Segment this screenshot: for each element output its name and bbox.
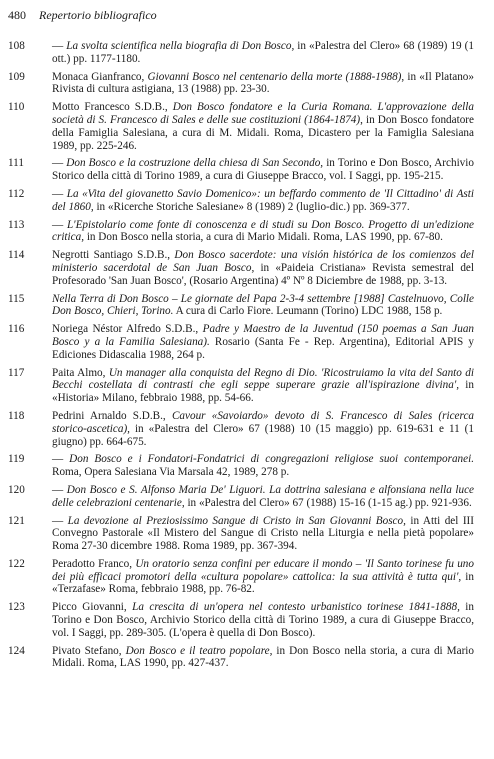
entry-number: 112	[8, 187, 25, 200]
entry-author: —	[52, 453, 64, 466]
bibliography-entry	[8, 645, 474, 671]
entry-title: La crescita di un'opera nel contesto urbanistico torinese 1841-1888,	[132, 601, 460, 614]
entry-author: Peradotto Franco,	[52, 557, 133, 570]
entry-number: 121	[8, 514, 25, 527]
bibliography-entry	[8, 71, 474, 97]
bibliography-entry	[8, 101, 474, 152]
entry-publication: in «Palestra del Clero» 67 (1988) 15-16 (1-15 ag.) pp. 921-936.	[184, 496, 472, 509]
entry-title: La «Vita del giovanetto Savio Domenico»: un beffardo commento de 'Il Cittadino' di Asti del 1860,	[52, 187, 474, 213]
entry-author: —	[52, 218, 64, 231]
entry-title: La devozione al Preziosissimo Sangue di Cristo in San Giovanni Bosco,	[67, 514, 406, 527]
entry-publication: in Torino e Don Bosco, Archivio Storico della città di Torino 1989, a cura di Giuseppe Bracco, vol. I Saggi, pp. 195-215.	[52, 157, 474, 183]
entry-number: 119	[8, 453, 25, 466]
entry-number: 118	[8, 409, 25, 422]
page-number: 480	[8, 8, 26, 22]
entry-title: Don Bosco e il teatro popolare,	[125, 644, 273, 657]
running-title: Repertorio bibliografico	[39, 8, 157, 22]
bibliography-entry	[8, 323, 474, 361]
entry-title: Don Bosco sacerdote: una visión histórica de los comienzos del ministerio sacerdotal de San Juan Bosco,	[52, 249, 475, 274]
entry-publication: in Atti del III Convegno Pastorale «Il Mistero del Sangue di Cristo nella Liturgia e nella pietà popolare» Roma 27-30 dicembre 1988. Roma 1989, pp. 367-394.	[52, 514, 474, 553]
entry-number: 117	[8, 366, 25, 379]
entry-publication: , in Don Bosco fondatore della Famiglia Salesiana, a cura di M. Midali. Roma, Dicastero per la Famiglia Salesiana 1989, pp. 225-246.	[52, 113, 474, 152]
entry-title: Nella Terra di Don Bosco – Le giornate del Papa 2-3-4 settembre [1988] Castelnuovo, Colle Don Bosco, Chieri, Torino.	[52, 292, 474, 318]
entry-title: Don Bosco fondatore e la Curia Romana. L'approvazione della società di S. Francesco di Sales e delle sue costituzioni (1864-1874)	[52, 101, 474, 126]
entry-author: —	[52, 157, 64, 170]
bibliography-entry	[8, 219, 474, 245]
bibliography-entry	[8, 601, 474, 639]
bibliography-entry	[8, 188, 474, 214]
entry-author: Monaca Gianfranco,	[52, 70, 145, 83]
bibliography-entry	[8, 484, 474, 510]
bibliography-entry	[8, 453, 474, 479]
bibliography-entry	[8, 410, 474, 448]
bibliography-list	[8, 40, 474, 675]
entry-author: Pedrini Arnaldo S.D.B.,	[52, 409, 166, 422]
entry-title: Don Bosco e S. Alfonso Maria De' Liguori. La dottrina salesiana e alfonsiana nella luce delle celebrazioni centenarie,	[52, 483, 474, 509]
bibliography-entry	[8, 157, 474, 183]
entry-title: Un oratorio senza confini per educare il mondo – 'Il Santo torinese fu uno dei più efficaci promotori della «cultura popolare» cattolica: la sua attività è tutta qui',	[52, 557, 474, 583]
entry-publication: in Torino e Don Bosco, Archivio Storico della città di Torino 1989, a cura di Giuseppe Bracco, vol. I Saggi, pp. 289-305. (L'opera è quella di Don Bosco).	[52, 601, 474, 639]
entry-author: Pivato Stefano,	[52, 644, 122, 657]
entry-number: 109	[8, 70, 25, 83]
entry-number: 111	[8, 157, 24, 170]
entry-author: Negrotti Santiago S.D.B.,	[52, 249, 171, 262]
bibliography-entry	[8, 249, 474, 287]
bibliography-entry	[8, 515, 474, 553]
entry-author: —	[52, 40, 64, 52]
entry-title: La svolta scientifica nella biografia di Don Bosco,	[66, 40, 295, 52]
entry-author: Noriega Néstor Alfredo S.D.B.,	[52, 323, 199, 336]
entry-publication: in Don Bosco nella storia, a cura di Mario Midali. Roma, LAS 1990, pp. 427-437.	[52, 644, 475, 670]
entry-title: Giovanni Bosco nel centenario della morte (1888-1988)	[147, 70, 402, 83]
entry-publication: in «Terzafase» Roma, febbraio 1988, pp. 76-82.	[52, 570, 475, 596]
entry-number: 122	[8, 557, 25, 570]
entry-title: Cavour «Savoiardo» devoto di S. Francesco di Sales (ricerca storico-ascetica),	[52, 409, 475, 435]
entry-publication: in «Paideia Cristiana» Revista semestral del Profesorado 'San Juan Bosco', (Rosario Argentina) 4º Nº 8 Diciembre de 1988, pp. 3-13.	[52, 261, 474, 287]
entry-number: 110	[8, 101, 25, 114]
bibliography-entry	[8, 367, 474, 405]
entry-author: Picco Giovanni,	[52, 601, 127, 614]
entry-number: 114	[8, 249, 25, 262]
entry-publication: in «Historia» Milano, febbraio 1988, pp. 54-66.	[52, 379, 474, 405]
entry-author: —	[52, 483, 64, 496]
entry-number: 116	[8, 323, 25, 336]
entry-number: 113	[8, 218, 25, 231]
entry-publication: Rosario (Santa Fe - Rep. Argentina), Editorial APIS y Ediciones Didascalia 1988, 264 p.	[52, 335, 474, 361]
bibliography-entry	[8, 293, 474, 319]
entry-author: Motto Francesco S.D.B.,	[52, 101, 168, 114]
entry-publication: , in «Il Platano» Rivista di cultura astigiana, 13 (1988) pp. 23-30.	[52, 70, 474, 96]
entry-publication: in Don Bosco nella storia, a cura di Mario Midali. Roma, LAS 1990, pp. 67-80.	[84, 231, 443, 244]
entry-publication: A cura di Carlo Fiore. Leumann (Torino) LDC 1988, 158 p.	[173, 305, 443, 318]
entry-title: Un manager alla conquista del Regno di Dio. 'Ricostruiamo la vita del Santo di Becchi costellata di contrasti che egli seppe superare grazie all'ispirazione divina',	[52, 366, 474, 392]
entry-number: 123	[8, 601, 25, 614]
entry-number: 124	[8, 644, 25, 657]
entry-publication: in «Ricerche Storiche Salesiane» 8 (1989) 2 (luglio-dic.) pp. 369-377.	[93, 200, 410, 213]
entry-number: 108	[8, 40, 25, 52]
bibliography-entry	[8, 558, 474, 596]
entry-publication: in «Palestra del Clero» 68 (1989) 19 (1 ott.) pp. 1177-1180.	[52, 40, 474, 65]
entry-title: Padre y Maestro de la Juventud (150 poemas a San Juan Bosco y a la Familia Salesiana).	[52, 323, 475, 348]
page-header	[8, 8, 157, 23]
entry-author: —	[52, 187, 64, 200]
entry-title: Don Bosco e la costruzione della chiesa di San Secondo,	[66, 157, 324, 170]
entry-number: 115	[8, 292, 25, 305]
bibliography-entry	[8, 40, 474, 66]
entry-title: L'Epistolario come fonte di conoscenza e di studi su Don Bosco. Progetto di un'edizione critica,	[52, 218, 475, 244]
entry-number: 120	[8, 483, 25, 496]
entry-author: —	[52, 514, 64, 527]
entry-publication: Roma, Opera Salesiana Via Marsala 42, 1989, 278 p.	[52, 466, 290, 479]
entry-author: Paita Almo,	[52, 366, 106, 379]
entry-title: Don Bosco e i Fondatori-Fondatrici di congregazioni religiose suoi contemporanei.	[69, 453, 474, 466]
entry-publication: in «Palestra del Clero» 67 (1988) 10 (15 maggio) pp. 619-631 e 11 (1 giugno) pp. 664-675.	[52, 422, 474, 448]
